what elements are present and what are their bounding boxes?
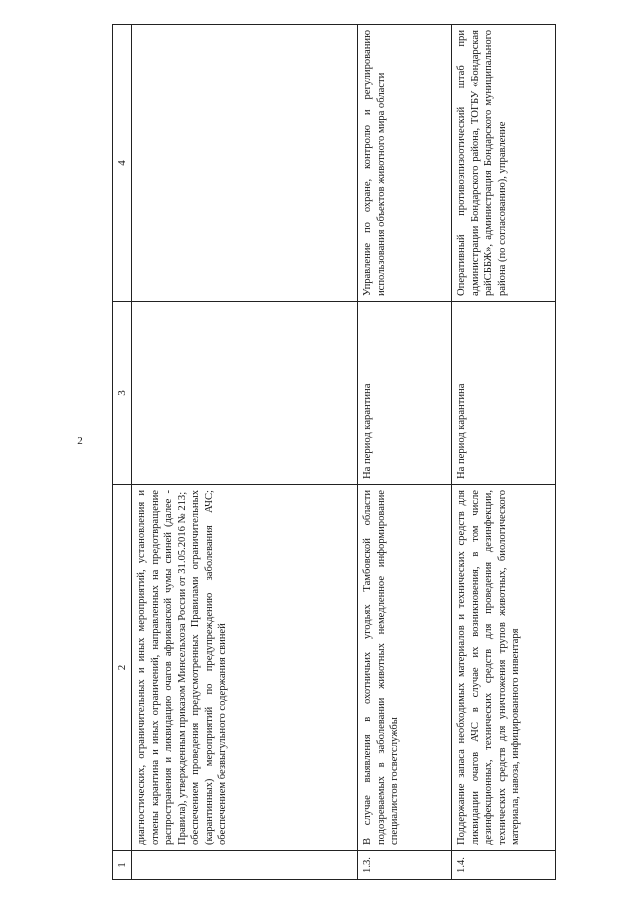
table-row xyxy=(132,25,358,880)
table-header-row xyxy=(113,25,132,880)
header-col-3: 3 xyxy=(113,302,132,485)
table-row xyxy=(358,25,452,880)
measure-cell xyxy=(358,485,452,851)
measure-text: обеспечением проведения предусмотренных Правилами ограничительных (карантинных) мероприятий по предупреждению заболевания АЧС; обеспечением безвыгульного содержания свиней xyxy=(190,490,229,845)
header-col-2: 2 xyxy=(113,485,132,851)
header-col-4: 4 xyxy=(113,25,132,302)
measure-text: диагностических, ограничительных и иных мероприятий, установления и отмены карантина и иных ограничений, направленных на предотвращение распространения и ликвидацию очагов африканской чумы свиней (далее - Правила), утвержденным приказом Минсельхоза России от 31.05.2016 № 213; xyxy=(136,490,188,845)
term-cell: На период карантина xyxy=(358,302,452,485)
row-number xyxy=(132,851,358,880)
executor-cell: Управление по охране, контролю и регулированию использования объектов животного мира области xyxy=(358,25,452,302)
page-number: 2 xyxy=(77,435,83,447)
executor-cell xyxy=(132,25,358,302)
header-col-1: 1 xyxy=(113,851,132,880)
row-number: 1.3. xyxy=(358,851,452,880)
measures-table xyxy=(112,24,556,880)
measure-text: В случае выявления в охотничьих угодьях Тамбовской области подозреваемых в заболевании животных немедленное информирование специалистов госветслужбы xyxy=(362,490,401,845)
term-cell xyxy=(132,302,358,485)
measure-text: Поддержание запаса необходимых материалов и технических средств для ликвидации очагов АЧС в случае их возникновения, в том числе дезинфекционных, технических средств для проведения дезинфекции, технических средств для уничтожения трупов животных, биологического материала, навоза, инфицированного инвентаря xyxy=(456,490,522,845)
executor-cell: Оперативный противоэпизоотический штаб при администрации Бондарского района, ТОГБУ «Бондарская райСББЖ», администрация Бондарского муниципального района (по согласованию), управление xyxy=(452,25,556,302)
term-cell: На период карантина xyxy=(452,302,556,485)
measure-cell xyxy=(132,485,358,851)
measure-cell xyxy=(452,485,556,851)
table-row xyxy=(452,25,556,880)
rotated-table-page xyxy=(112,25,554,880)
row-number: 1.4. xyxy=(452,851,556,880)
